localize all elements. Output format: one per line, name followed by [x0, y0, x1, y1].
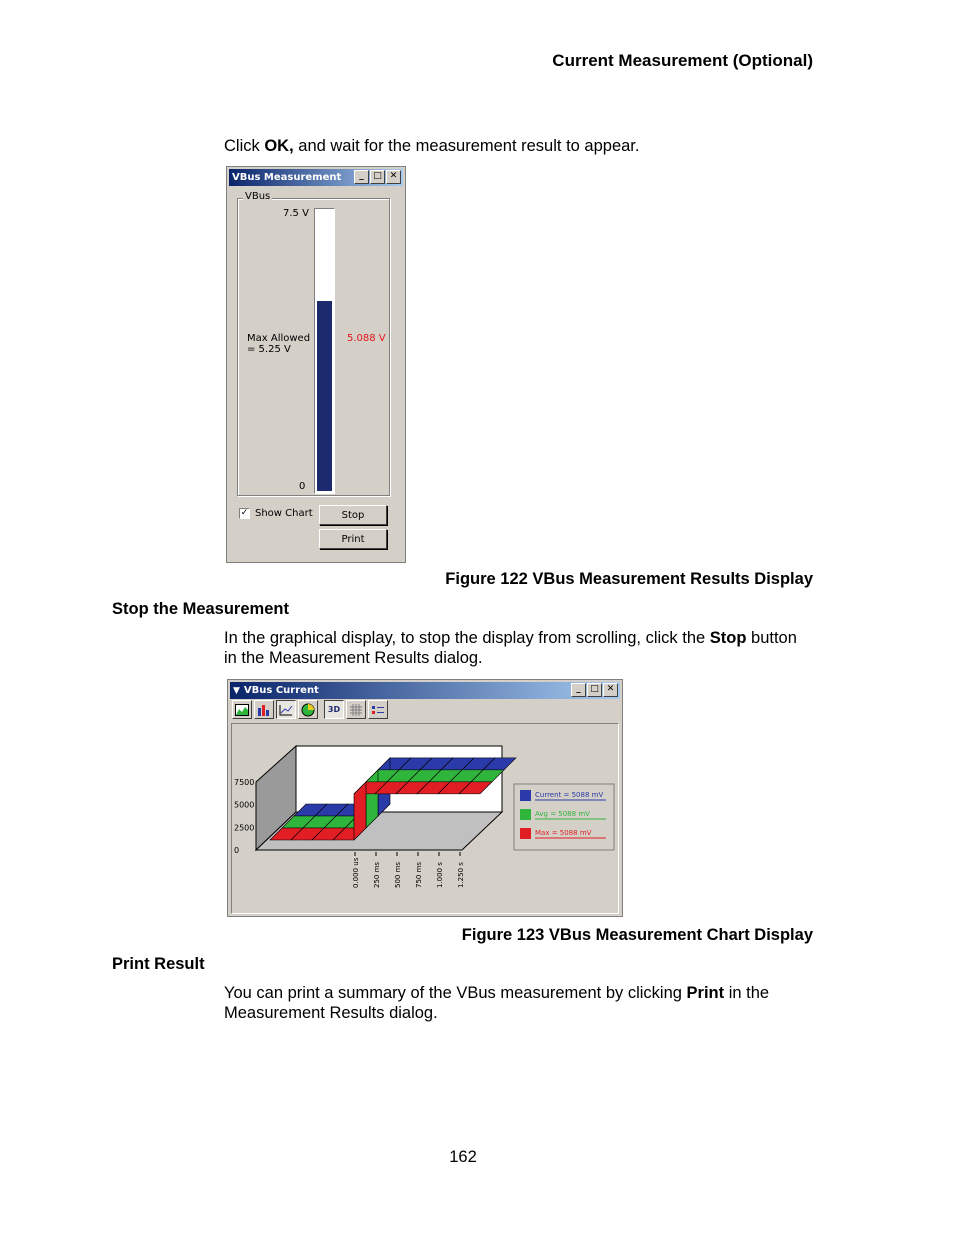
vbus-dialog-titlebar [229, 169, 403, 186]
max-allowed-line1: Max Allowed [247, 333, 311, 344]
figure-122-caption: Figure 122 VBus Measurement Results Display [445, 570, 813, 588]
print-text-pre: You can print a summary of the VBus measurement by clicking [224, 984, 687, 1002]
stop-button[interactable]: Stop [319, 505, 387, 525]
3d-toggle-button[interactable] [324, 700, 344, 719]
scale-bottom-label: 0 [299, 481, 306, 492]
page-number: 162 [449, 1148, 477, 1166]
maximize-button[interactable]: □ [587, 683, 602, 697]
line-chart-icon [279, 704, 293, 716]
vbus-dialog-title: VBus Measurement [232, 172, 342, 183]
intro-text-bold: OK, [264, 137, 294, 155]
vbus-current-titlebar [230, 682, 620, 699]
stop-text-bold: Stop [709, 629, 747, 647]
vbus-gauge-fill [317, 301, 332, 491]
area-chart-button[interactable] [232, 700, 252, 719]
vbus-3d-chart [232, 724, 618, 913]
3d-toggle-icon: 3D [327, 705, 341, 714]
y-tick-label: 0 [234, 846, 240, 855]
y-tick-label: 5000 [234, 800, 255, 810]
running-header: Current Measurement (Optional) [552, 51, 813, 70]
maximize-button[interactable]: □ [370, 170, 385, 184]
bar-chart-icon [257, 704, 271, 716]
chart-toolbar [232, 700, 388, 719]
stop-text-line2: in the Measurement Results dialog. [224, 649, 483, 667]
y-tick-label: 2500 [234, 823, 255, 833]
print-button[interactable]: Print [319, 529, 387, 549]
vbus-measurement-dialog [226, 166, 406, 563]
figure-123-caption: Figure 123 VBus Measurement Chart Display [461, 926, 813, 944]
x-tick-label: 250 ms [373, 861, 381, 888]
legend-toggle-button[interactable] [368, 700, 388, 719]
grid-icon [350, 704, 362, 716]
legend-swatch [520, 790, 531, 801]
intro-text-post: and wait for the measurement result to appear. [293, 137, 640, 155]
legend-swatch [520, 809, 531, 820]
show-chart-checkbox[interactable]: ✓ [240, 508, 249, 518]
print-text-post: in the [724, 984, 770, 1002]
legend-entry: Max = 5088 mV [535, 829, 592, 837]
x-tick-label: 500 ms [394, 861, 402, 888]
vbus-gauge-track [314, 208, 335, 494]
pie-chart-button[interactable] [298, 700, 318, 719]
vbus-reading: 5.088 V [347, 333, 386, 344]
legend-entry: Avg = 5088 mV [535, 810, 590, 818]
close-button[interactable]: ✕ [386, 170, 401, 184]
vbus-current-title: VBus Current [243, 685, 319, 696]
print-text-bold: Print [686, 984, 725, 1002]
vbus-current-window [227, 679, 623, 917]
vbus-group-label: VBus [245, 191, 271, 202]
window-app-icon: ▼ [233, 685, 240, 696]
line-chart-button[interactable] [276, 700, 296, 719]
legend-swatch [520, 828, 531, 839]
grid-toggle-button[interactable] [346, 700, 366, 719]
show-chart-label: Show Chart [255, 508, 313, 519]
stop-text-pre: In the graphical display, to stop the display from scrolling, click the [224, 629, 710, 647]
bar-chart-button[interactable] [254, 700, 274, 719]
x-tick-label: 1.000 s [436, 862, 444, 888]
legend-toggle-icon [371, 704, 385, 716]
minimize-button[interactable]: _ [354, 170, 369, 184]
scale-top-label: 7.5 V [283, 208, 309, 219]
stop-section-heading: Stop the Measurement [112, 600, 289, 618]
intro-text-pre: Click [224, 137, 265, 155]
minimize-button[interactable]: _ [571, 683, 586, 697]
area-chart-icon [235, 704, 249, 716]
x-tick-label: 0.000 us [352, 857, 360, 888]
print-text-line2: Measurement Results dialog. [224, 1004, 438, 1022]
print-section-paragraph [224, 983, 824, 1023]
x-tick-label: 750 ms [415, 861, 423, 888]
y-tick-label: 7500 [234, 778, 255, 787]
print-section-heading: Print Result [112, 955, 205, 973]
pie-chart-icon [301, 703, 315, 717]
x-tick-label: 1.250 s [457, 862, 465, 888]
intro-paragraph [224, 136, 639, 156]
stop-text-post: button [746, 629, 797, 647]
max-allowed-label [247, 333, 310, 355]
max-allowed-line2: = 5.25 V [247, 344, 291, 355]
stop-section-paragraph [224, 628, 824, 668]
chart-panel [231, 723, 619, 914]
legend-entry: Current = 5088 mV [535, 791, 604, 799]
close-button[interactable]: ✕ [603, 683, 618, 697]
